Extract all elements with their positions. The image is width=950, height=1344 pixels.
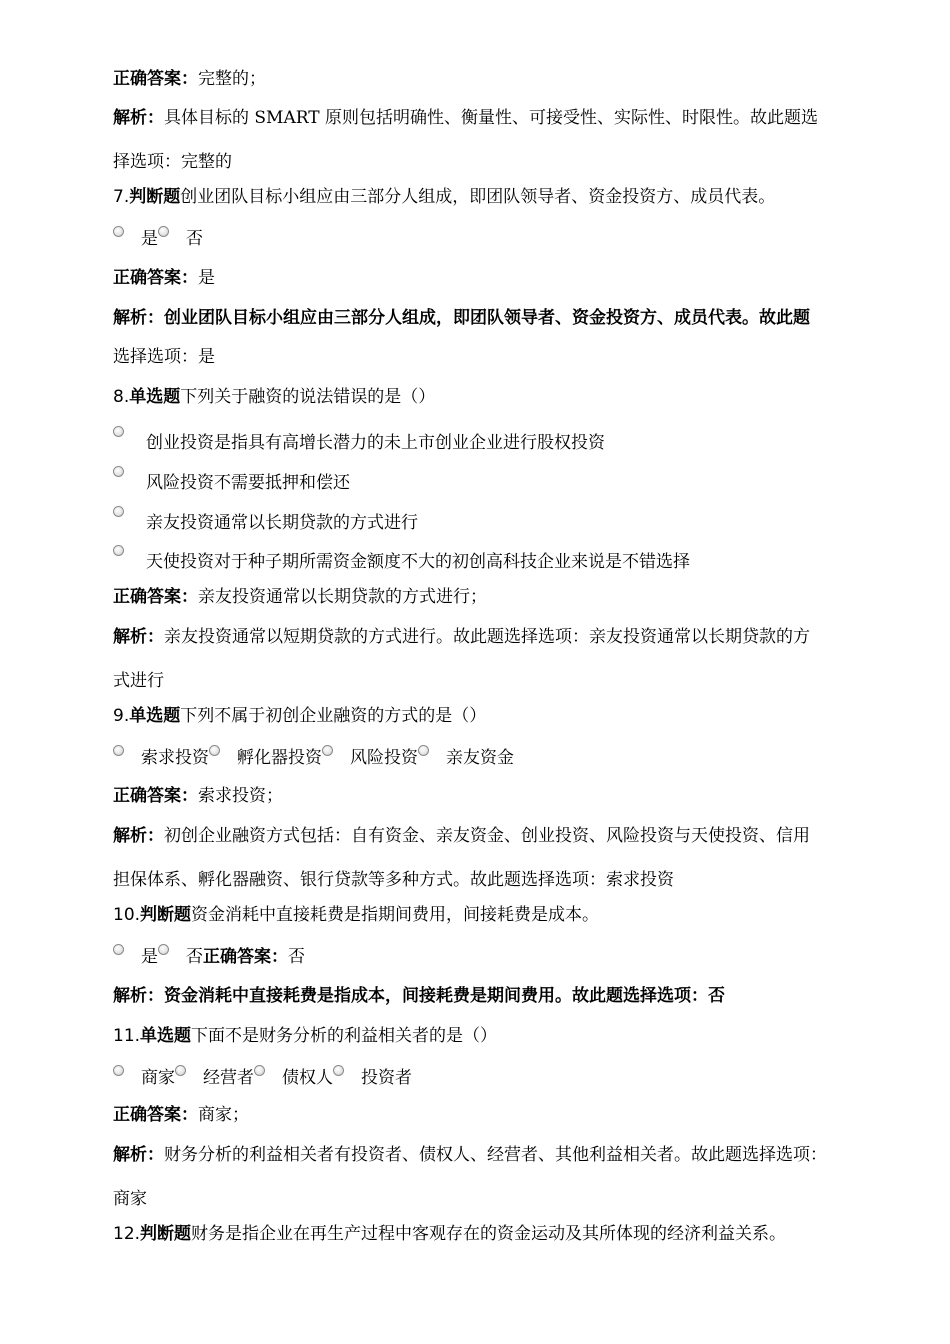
radio-icon[interactable] (113, 545, 124, 556)
q8-stem: 8.单选题下列关于融资的说法错误的是（） (113, 387, 436, 407)
q9-option-1[interactable]: 索求投资 (113, 747, 209, 769)
q9-analysis-cont: 担保体系、孵化器融资、银行贷款等多种方式。故此题选择选项：索求投资 (113, 870, 674, 890)
q9-options (113, 747, 892, 773)
q6-analysis-cont: 择选项：完整的 (113, 152, 232, 172)
radio-icon[interactable] (158, 226, 169, 237)
radio-icon[interactable] (113, 466, 124, 477)
q7-answer: 正确答案：是 (113, 268, 215, 288)
radio-icon[interactable] (113, 226, 124, 237)
q7-option-no[interactable]: 否 (158, 228, 203, 250)
q8-analysis: 解析：亲友投资通常以短期贷款的方式进行。故此题选择选项：亲友投资通常以长期贷款的方 (113, 627, 810, 647)
q7-options (113, 228, 892, 254)
radio-icon[interactable] (209, 745, 220, 756)
q11-stem: 11.单选题下面不是财务分析的利益相关者的是（） (113, 1026, 498, 1046)
q10-answer-value: 否 (288, 947, 305, 967)
radio-icon[interactable] (113, 944, 124, 955)
q9-option-2[interactable]: 孵化器投资 (209, 747, 322, 769)
q9-analysis: 解析：初创企业融资方式包括：自有资金、亲友资金、创业投资、风险投资与天使投资、信用 (113, 826, 810, 846)
q7-stem: 7.判断题创业团队目标小组应由三部分人组成，即团队领导者、资金投资方、成员代表。 (113, 187, 776, 207)
q7-analysis: 解析：创业团队目标小组应由三部分人组成，即团队领导者、资金投资方、成员代表。故此题 (113, 308, 810, 328)
q11-analysis-cont: 商家 (113, 1189, 147, 1209)
radio-icon[interactable] (113, 745, 124, 756)
q7-analysis-cont: 选择选项：是 (113, 347, 215, 367)
radio-icon[interactable] (322, 745, 333, 756)
q12-stem: 12.判断题财务是指企业在再生产过程中客观存在的资金运动及其所体现的经济利益关系。 (113, 1224, 787, 1244)
q11-analysis: 解析：财务分析的利益相关者有投资者、债权人、经营者、其他利益相关者。故此题选择选项： (113, 1145, 827, 1165)
q9-option-4[interactable]: 亲友资金 (418, 747, 514, 769)
document-page: 正确答案：完整的； 解析：具体目标的 SMART 原则包括明确性、衡量性、可接受性、实际性、时限性。故此题选 择选项：完整的 7.判断题创业团队目标小组应由三部分人组成，即团队领导者、资金投资方、成员代表。 是 否 正确答案：是 解析：创业团队目标小组应由三部分人组成，即团队领导者、资金投资方、成员代表。故此题 选择选项：是 8.单选题下列关于融资的说法错误的是（） 创业投资是指具有高增长潜力的未上市创业企业进行股权投资 风险投资不需要抵押和偿还 亲友投资通常以长期贷款的方式进行 天使投资对于种子期所需资金额度不大的初创高科技企业来说是不错选择 正确答案：亲友投资通常以长期贷款的方式进行； 解析：亲友投资通常以短期贷款的方式进行。故此题选择选项：亲友投资通常以长期贷款的方 式进行 9.单选题下列不属于初创企业融资的方式的是（） 索求投资 孵化器投资 风险投资 亲友资金 正确答案：索求投资； 解析：初创企业融资方式包括：自有资金、亲友资金、创业投资、风险投资与天使投资、信用 担保体系、孵化器融资、银行贷款等多种方式。故此题选择选项：索求投资 10.判断题资金消耗中直接耗费是指期间费用，间接耗费是成本。 是 否正确答案：否 解析：资金消耗中直接耗费是指成本，间接耗费是期间费用。故此题选择选项：否 11.单选题下面不是财务分析的利益相关者的是（） 商家 经营者 债权人 投资者 正确答案：商家； 解析：财务分析的利益相关者有投资者、债权人、经营者、其他利益相关者。故此题选择选项： 商家 12.判断题财务是指企业在再生产过程中客观存在的资金运动及其所体现的经济利益关系。 (0, 0, 950, 1344)
q11-option-4[interactable]: 投资者 (333, 1067, 412, 1089)
q6-analysis: 解析：具体目标的 SMART 原则包括明确性、衡量性、可接受性、实际性、时限性。故此题选 (113, 108, 818, 128)
q10-answer-label: 正确答案： (203, 947, 288, 967)
q10-options (113, 946, 892, 972)
q8-answer: 正确答案：亲友投资通常以长期贷款的方式进行； (113, 587, 487, 607)
q10-option-no[interactable]: 否 (158, 946, 203, 968)
q9-stem: 9.单选题下列不属于初创企业融资的方式的是（） (113, 706, 487, 726)
q8-analysis-cont: 式进行 (113, 671, 164, 691)
radio-icon[interactable] (333, 1065, 344, 1076)
radio-icon[interactable] (113, 1065, 124, 1076)
q11-answer: 正确答案：商家； (113, 1105, 249, 1125)
radio-icon[interactable] (113, 426, 124, 437)
radio-icon[interactable] (175, 1065, 186, 1076)
radio-icon[interactable] (254, 1065, 265, 1076)
q10-analysis: 解析：资金消耗中直接耗费是指成本，间接耗费是期间费用。故此题选择选项：否 (113, 986, 725, 1006)
q9-answer: 正确答案：索求投资； (113, 786, 283, 806)
radio-icon[interactable] (418, 745, 429, 756)
q10-stem: 10.判断题资金消耗中直接耗费是指期间费用，间接耗费是成本。 (113, 905, 600, 925)
q10-option-yes[interactable]: 是 (113, 946, 158, 968)
q11-option-1[interactable]: 商家 (113, 1067, 175, 1089)
q11-option-2[interactable]: 经营者 (175, 1067, 254, 1089)
q11-options (113, 1067, 892, 1093)
q6-answer: 正确答案：完整的； (113, 69, 266, 89)
q7-option-yes[interactable]: 是 (113, 228, 158, 250)
q11-option-3[interactable]: 债权人 (254, 1067, 333, 1089)
radio-icon[interactable] (158, 944, 169, 955)
radio-icon[interactable] (113, 506, 124, 517)
q9-option-3[interactable]: 风险投资 (322, 747, 418, 769)
